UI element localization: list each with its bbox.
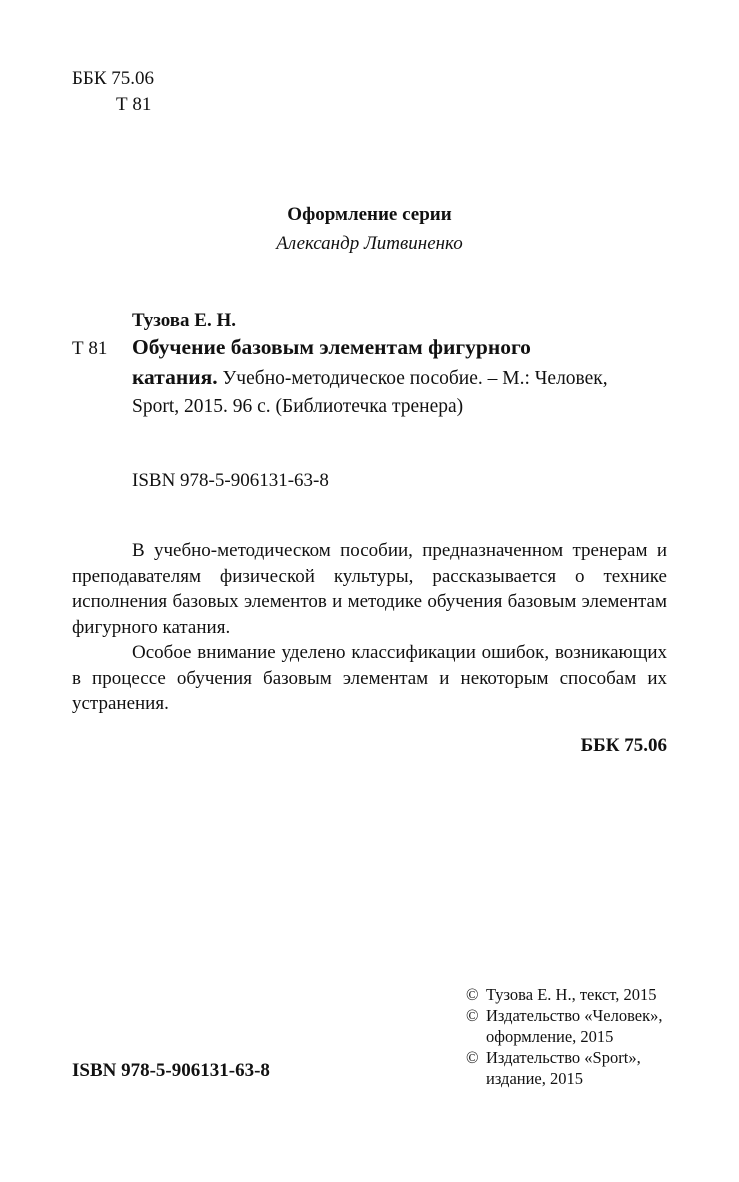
copyright-text: Тузова Е. Н., текст, 2015 [486,985,657,1004]
bbk-index-block [72,66,154,118]
copyright-text: Издательство «Sport», издание, 2015 [486,1048,641,1088]
copyright-text: Издательство «Человек», оформление, 2015 [486,1006,663,1046]
book-title-line2: катания. [132,365,218,389]
series-designer: Александр Литвиненко [276,233,463,254]
isbn: ISBN 978-5-906131-63-8 [132,470,329,491]
annotation-paragraph-1: В учебно-методическом пособии, предназначенном тренерам и преподавателям физической культуры, рассказывается о технике исполнения базовых элементов и методике обучения базовым элементам фигурного катания. [72,540,667,638]
copyright-icon: © [466,985,479,1004]
author-mark: Т 81 [116,94,152,115]
annotation [72,538,667,717]
copyright-item [466,984,676,1005]
series-title: Оформление серии [287,204,452,225]
copyright-icon: © [466,1048,479,1067]
book-author: Тузова Е. Н. [132,310,236,331]
bbk-code: ББК 75.06 [72,68,154,89]
bbk-code-bottom: ББК 75.06 [580,735,667,756]
copyright-icon: © [466,1006,479,1025]
book-subtitle: Учебно-методическое пособие. – М.: Человек, [217,368,608,389]
annotation-paragraph-2: Особое внимание уделено классификации ошибок, возникающих в процессе обучения базовым элементам и некоторым способам их устранения. [72,642,667,714]
book-publication-info: Sport, 2015. 96 с. (Библиотечка тренера) [132,396,464,417]
book-author-mark: Т 81 [72,338,108,359]
book-title-line1: Обучение базовым элементам фигурного [132,335,531,359]
copyright-item [466,1047,676,1089]
bibliographic-description [132,333,677,421]
isbn-bottom: ISBN 978-5-906131-63-8 [72,1060,270,1081]
series-design-credit [0,200,739,258]
copyright-notices [466,984,676,1089]
copyright-item [466,1005,676,1047]
